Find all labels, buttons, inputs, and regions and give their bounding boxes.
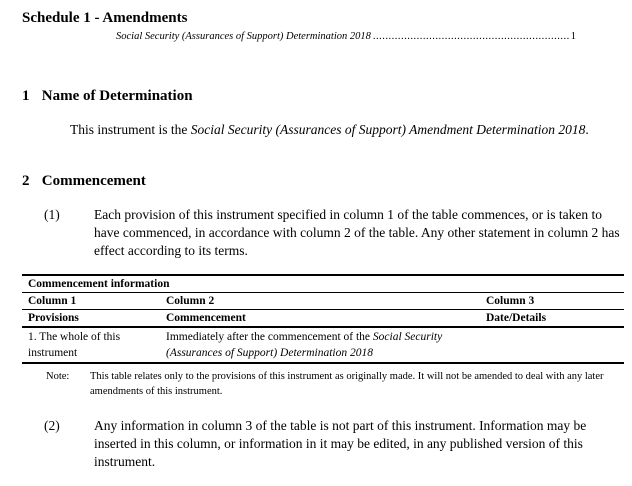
section-1-text bbox=[70, 121, 618, 139]
section-1-instrument-name: Social Security (Assurances of Support) Amendment Determination 2018 bbox=[190, 122, 586, 137]
para-1-text: Each provision of this instrument specified in column 1 of the table commences, or is taken to have commenced, in accordance with column 2 of the table. Any other statement in column 2 has effect according to its terms. bbox=[94, 207, 620, 258]
section-2-para-1 bbox=[44, 206, 620, 260]
para-2-text: Any information in column 3 of the table is not part of this instrument. Information may be inserted in this column, or information in it may be edited, in any published version of this instrument. bbox=[94, 418, 587, 469]
table-caption: Commencement information bbox=[22, 275, 624, 293]
section-1-text-end: . bbox=[585, 122, 589, 137]
row-commencement bbox=[164, 327, 484, 363]
row-details bbox=[484, 327, 624, 363]
toc-entry-page: 1 bbox=[570, 31, 576, 42]
col-2-subheader: Commencement bbox=[164, 310, 484, 328]
table-row bbox=[22, 327, 624, 363]
row-commencement-instrument: Social Security (Assurances of Support) Determination 2018 bbox=[166, 331, 443, 359]
commencement-table-wrap bbox=[22, 274, 624, 364]
commencement-table bbox=[22, 274, 624, 364]
section-2-title: Commencement bbox=[41, 173, 146, 189]
table-subheader-row bbox=[22, 310, 624, 328]
table-caption-row bbox=[22, 275, 624, 293]
col-1-subheader: Provisions bbox=[22, 310, 164, 328]
section-2-number: 2 bbox=[22, 173, 30, 189]
table-column-header-row bbox=[22, 293, 624, 310]
note-label: Note: bbox=[46, 371, 70, 382]
section-1-heading bbox=[22, 88, 193, 105]
row-provision: 1. The whole of this instrument bbox=[22, 327, 164, 363]
col-3-subheader: Date/Details bbox=[484, 310, 624, 328]
row-commencement-plain: Immediately after the commencement of the bbox=[166, 331, 373, 343]
toc-entry[interactable] bbox=[116, 31, 576, 42]
toc-entry-title: Social Security (Assurances of Support) Determination 2018 bbox=[116, 31, 371, 42]
section-1-text-plain: This instrument is the bbox=[70, 122, 191, 137]
section-1-title: Name of Determination bbox=[41, 88, 193, 104]
col-3-header: Column 3 bbox=[484, 293, 624, 310]
toc-heading: Schedule 1 - Amendments bbox=[22, 10, 188, 26]
section-2-heading bbox=[22, 173, 146, 190]
toc-leader-dots bbox=[373, 31, 569, 42]
table-note bbox=[46, 369, 620, 399]
para-1-number: (1) bbox=[44, 207, 60, 222]
col-1-header: Column 1 bbox=[22, 293, 164, 310]
section-1-number: 1 bbox=[22, 88, 30, 104]
para-2-number: (2) bbox=[44, 418, 60, 433]
section-2-para-2 bbox=[44, 417, 604, 471]
note-text: This table relates only to the provisions of this instrument as originally made. It will not be amended to deal with any later amendments of this instrument. bbox=[90, 371, 604, 397]
col-2-header: Column 2 bbox=[164, 293, 484, 310]
